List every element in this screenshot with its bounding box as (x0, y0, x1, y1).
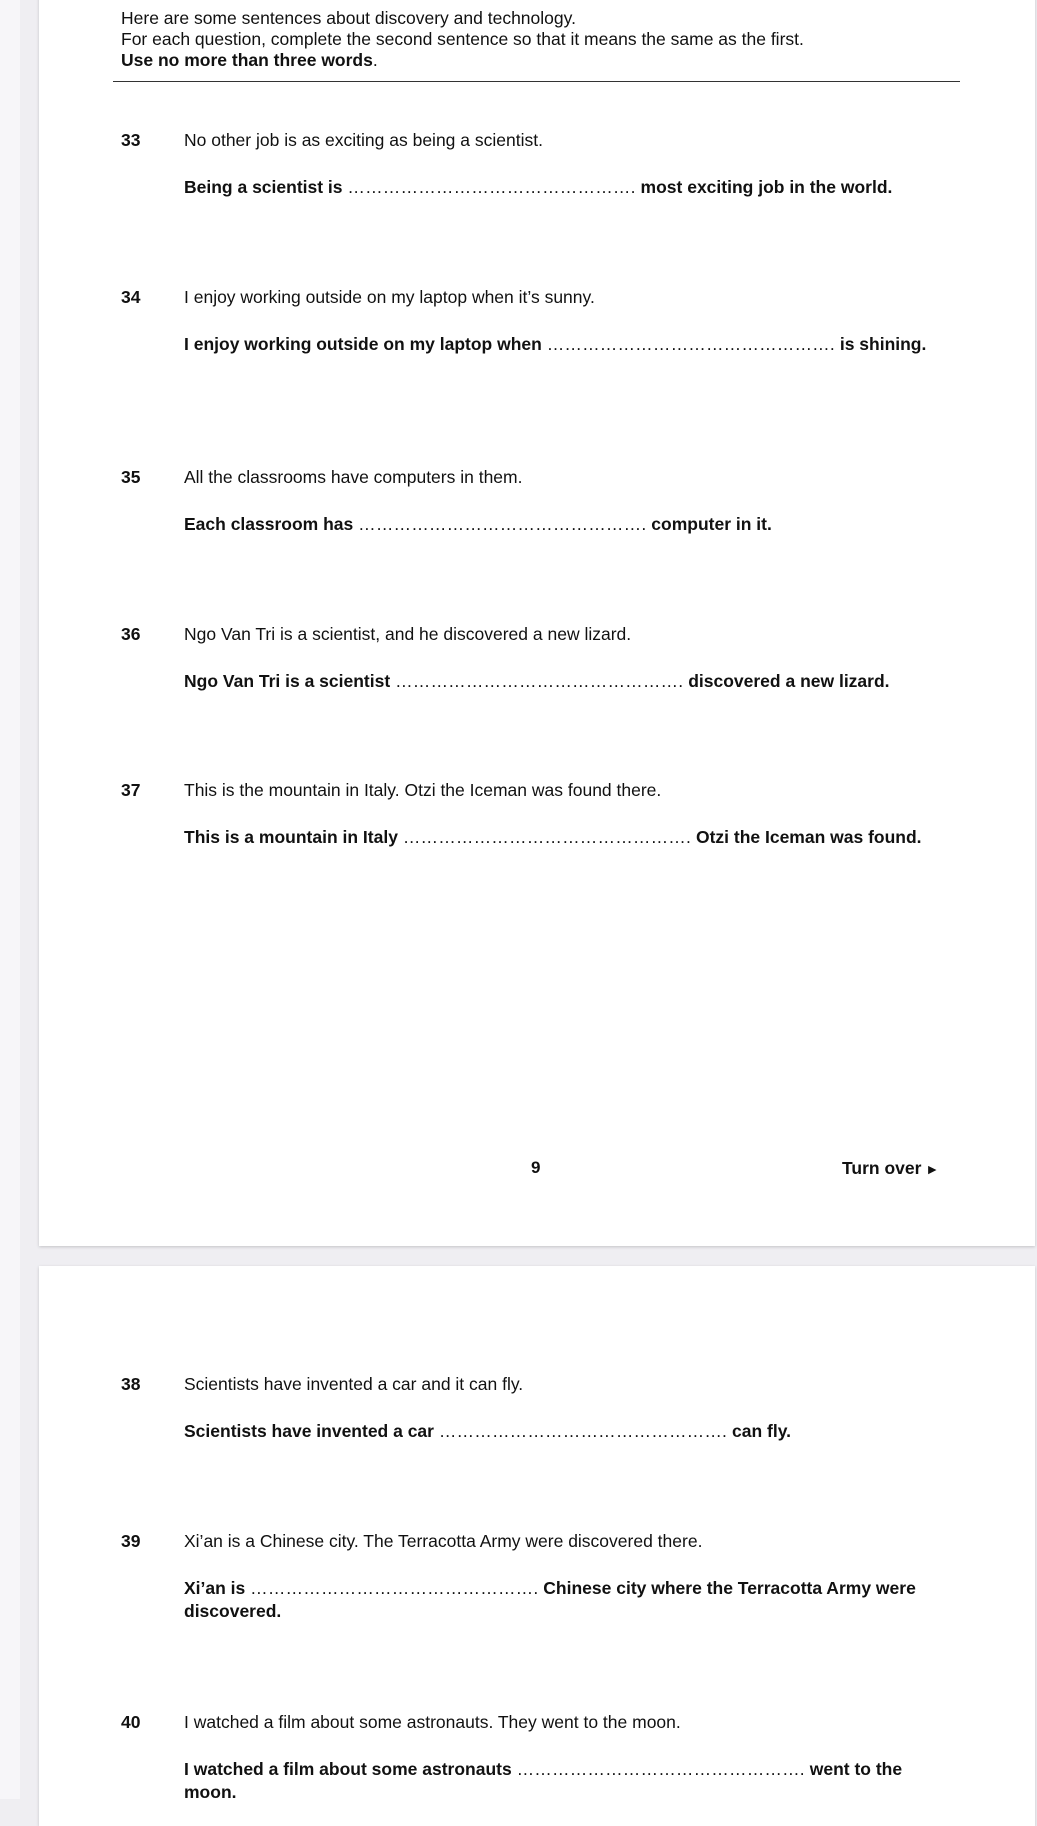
question-number: 40 (121, 1712, 141, 1732)
answer-before: Being a scientist is (184, 177, 343, 197)
answer-sentence (184, 826, 944, 849)
answer-sentence (184, 1758, 944, 1804)
answer-after: most exciting job in the world. (640, 177, 893, 197)
answer-after: discovered a new lizard. (688, 671, 890, 691)
answer-before: This is a mountain in Italy (184, 827, 398, 847)
exam-page-1 (39, 0, 1035, 1246)
answer-blank[interactable]: …………………………………………. (358, 514, 647, 534)
question-number: 37 (121, 780, 141, 800)
exam-page-2 (39, 1266, 1035, 1826)
turn-over (842, 1158, 939, 1179)
divider (113, 81, 960, 82)
answer-blank[interactable]: …………………………………………. (347, 177, 636, 197)
answer-before: I enjoy working outside on my laptop when (184, 334, 542, 354)
answer-blank[interactable]: …………………………………………. (402, 827, 692, 847)
instructions (121, 8, 804, 71)
instruction-line-2: For each question, complete the second sentence so that it means the same as the first. (121, 29, 804, 49)
answer-blank[interactable]: …………………………………………. (250, 1578, 539, 1598)
answer-sentence (184, 176, 944, 199)
original-sentence: This is the mountain in Italy. Otzi the Iceman was found there. (184, 780, 662, 800)
answer-before: Xi’an is (184, 1578, 246, 1598)
answer-after: is shining. (839, 334, 927, 354)
word-limit: Use no more than three words (121, 50, 373, 70)
instruction-line-1: Here are some sentences about discovery and technology. (121, 8, 576, 28)
original-sentence: All the classrooms have computers in them. (184, 467, 523, 487)
answer-sentence (184, 513, 944, 536)
answer-blank[interactable]: …………………………………………. (516, 1759, 805, 1779)
original-sentence: No other job is as exciting as being a scientist. (184, 130, 543, 150)
answer-sentence (184, 1420, 944, 1443)
answer-after: can fly. (732, 1421, 792, 1441)
answer-blank[interactable]: …………………………………………. (438, 1421, 728, 1441)
answer-sentence (184, 670, 944, 693)
answer-blank[interactable]: …………………………………………. (546, 334, 835, 354)
original-sentence: I watched a film about some astronauts. They went to the moon. (184, 1712, 681, 1732)
question-number: 36 (121, 624, 141, 644)
play-arrow-icon: ► (925, 1161, 940, 1177)
question-number: 34 (121, 287, 141, 307)
original-sentence: I enjoy working outside on my laptop when it’s sunny. (184, 287, 595, 307)
instruction-line-3 (121, 50, 804, 71)
background-strip (0, 0, 20, 1799)
answer-after: Chinese city where the Terracotta Army were discovered. (184, 1578, 916, 1621)
turn-over-label: Turn over (842, 1158, 922, 1178)
instruction-end: . (372, 50, 378, 70)
answer-before: I watched a film about some astronauts (184, 1759, 512, 1779)
answer-sentence (184, 1577, 944, 1623)
answer-after: went to the moon. (184, 1759, 903, 1802)
answer-sentence (184, 333, 944, 356)
question-number: 33 (121, 130, 141, 150)
answer-after: computer in it. (651, 514, 772, 534)
page-number: 9 (531, 1158, 541, 1177)
answer-before: Scientists have invented a car (184, 1421, 434, 1441)
original-sentence: Xi’an is a Chinese city. The Terracotta Army were discovered there. (184, 1531, 703, 1551)
answer-before: Each classroom has (184, 514, 354, 534)
original-sentence: Scientists have invented a car and it can fly. (184, 1374, 524, 1394)
answer-after: Otzi the Iceman was found. (695, 827, 922, 847)
answer-before: Ngo Van Tri is a scientist (184, 671, 391, 691)
original-sentence: Ngo Van Tri is a scientist, and he discovered a new lizard. (184, 624, 632, 644)
question-number: 35 (121, 467, 141, 487)
question-number: 38 (121, 1374, 141, 1394)
question-number: 39 (121, 1531, 141, 1551)
answer-blank[interactable]: …………………………………………. (395, 671, 684, 691)
